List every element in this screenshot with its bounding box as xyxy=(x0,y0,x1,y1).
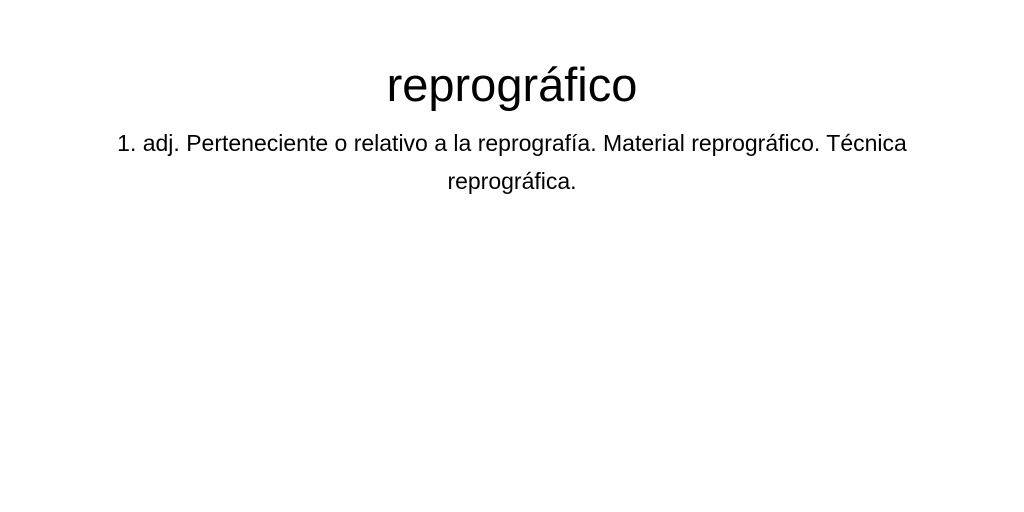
entry-headword: reprográfico xyxy=(386,58,638,111)
entry-definition: 1. adj. Perteneciente o relativo a la reprografía. Material reprográfico. Técnica reprográfica. xyxy=(117,130,907,194)
